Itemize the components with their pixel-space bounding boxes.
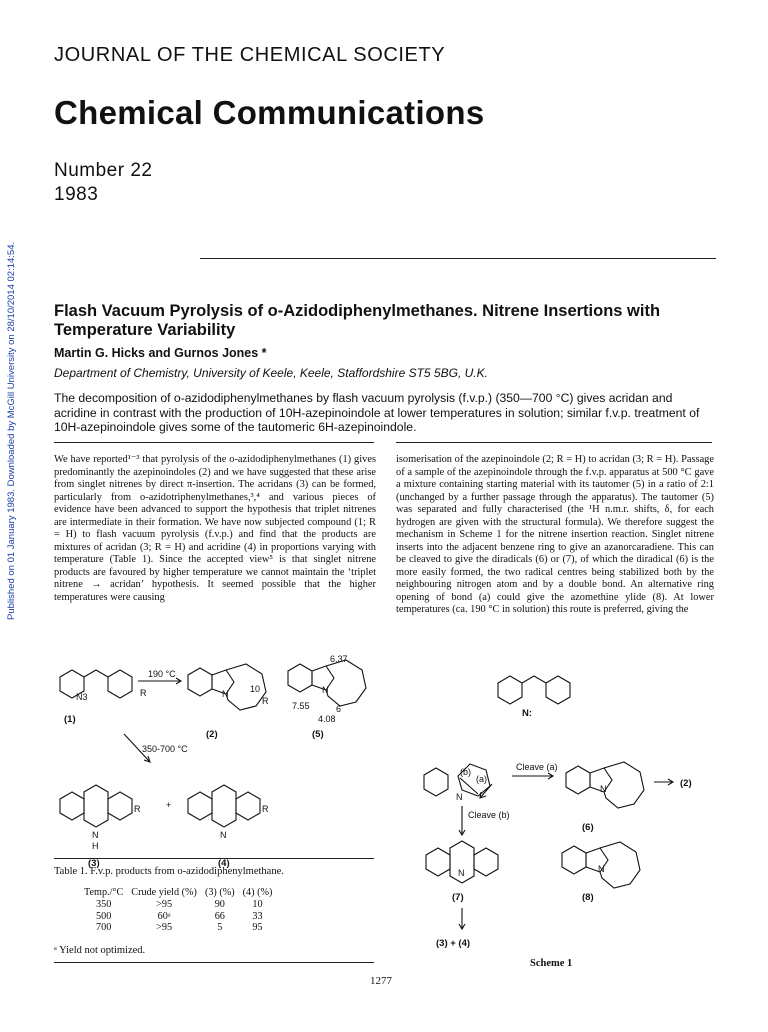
body-paragraph-right: isomerisation of the azepinoindole (2; R = H) to acridan (3; R = H). Passage of a sample of the azepinoindole through the f.v.p. apparatus at 500 °C gave a mixture containing starting material with its tautomer (5) in a ratio of 2:1 (unchanged by a further passage through the apparatus). The tautomer (5) was separated and fully characterised (the ¹H n.m.r. shifts, δ, for each hydrogen are given with the structural formula). We therefore suggest the mechanism in Scheme 1 for the nitrene insertion reaction. Singlet nitrene inserts into the adjacent benzene ring to give an azanorcaradiene. This can be cleaved to give the diradicals (6) or (7), of which the diradical (6) is the more easily formed, the two radical centres being stabilized both by the neighbouring nitrogen atom and by a double bond. An alternative ring opening of bond (a) could give the azomethine ylide (8). At lower temperatures (ca. 190 °C in solution) this route is preferred, giving the [396,454,714,615]
table-cell: 66 [214,910,225,922]
table-cell: 90 [214,899,225,910]
label-s755: 7.55 [292,701,310,711]
compound-3-ring-b [84,785,108,827]
diradical-6-azepine [604,762,644,808]
table-header-row [84,887,280,899]
issue-number: Number 22 [54,160,153,181]
table-cell: >95 [156,899,173,910]
label-s408: 4.08 [318,714,336,724]
table-cell: 33 [252,910,263,922]
label-cleave-b: Cleave (b) [468,810,510,820]
compound-4-ring-a [188,792,212,820]
label-N2: N [222,689,229,699]
table-row [84,911,280,923]
label-nitrene-N: N: [522,708,533,719]
compound-3-ring-a [60,792,84,820]
compound-1-bond [84,670,108,677]
compound-5-benzene [288,664,312,692]
download-stamp: Published on 01 January 1983. Downloaded by McGill University on 28/10/2014 02:14:54. [6,241,17,620]
label-N6: N [600,784,607,794]
compound-5-azepine [326,660,366,706]
article-authors: Martin G. Hicks and Gurnos Jones * [54,346,267,360]
article-affiliation: Department of Chemistry, University of Keele, Keele, Staffordshire ST5 5BG, U.K. [54,366,488,380]
table-cell: 500 [96,910,112,922]
right-scheme-labels [436,708,692,949]
journal-title: Chemical Communications [54,94,485,131]
label-N7: N [458,868,465,878]
label-c3: (3) [88,858,100,869]
table-cell: 350 [96,899,112,910]
norcaradiene-ring-a [424,768,448,796]
label-c7: (7) [452,892,464,903]
label-cond2: 350-700 °C [142,744,188,754]
table-cell: >95 [156,922,173,933]
compound-4-ring-b [212,785,236,827]
table-footnote: ᵃ Yield not optimized. [54,945,146,956]
table-cell: 5 [217,922,223,933]
label-a: (a) [476,774,487,784]
label-n10: 10 [250,684,261,694]
compound-1-ring-b [108,670,132,698]
ylide-8-benzene [562,846,586,874]
compound-3-ring-c [108,792,132,820]
diradical-7-ring-a [426,848,450,876]
page-number: 1277 [370,975,392,987]
label-N5: N [322,685,329,695]
label-H3: H [92,841,99,851]
label-R4: R [262,804,269,814]
label-plus: + [166,800,172,810]
table-grid [84,887,280,934]
left-scheme-labels [64,654,348,869]
left-scheme-structures [60,660,366,827]
diradical-6-benzene [566,766,590,794]
table-top-rule [54,858,374,859]
label-c4: (4) [218,858,230,869]
table-cell: 700 [96,922,112,933]
body-paragraph-left: We have reported¹⁻³ that pyrolysis of the o-azidodiphenylmethanes (1) gives predominantly the azepinoindoles (2) and we have suggested that these arise from singlet nitrenes by direct π-insertion. The acridans (3) can be formed, particularly from o-azidotriphenylmethanes,³,⁴ and various pieces of evidence have been advanced to support the hypothesis that triplet nitrenes are intermediate in their formation. We have now subjected compound (1; R = H) to flash vacuum pyrolysis (f.v.p.) and find that the products are mixtures of acridan (3; R = H) and acridine (4) in proportions varying with temperature (Table 1). Since the accepted view⁵ is that singlet nitrene products are favoured by higher temperature we cannot maintain the ‘triplet nitrene → acridan’ hypothesis. It seemed possible that the higher temperatures were causing [54,454,376,603]
nitrene-bond [522,676,546,683]
table-cell: 95 [252,922,263,933]
label-N4: N [220,830,227,840]
label-cleave-a: Cleave (a) [516,762,558,772]
label-N8: N [598,864,605,874]
compound-4-ring-c [236,792,260,820]
label-s637: 6.37 [330,654,348,664]
label-c6: (6) [582,822,594,833]
table-header: (3) (%) [204,887,235,898]
label-n6: 6 [336,704,342,714]
label-cond1: 190 °C [148,669,176,679]
article-title: Flash Vacuum Pyrolysis of o-Azidodiphenylmethanes. Nitrene Insertions with Temperature Variability [54,302,661,339]
label-R1: R [140,688,147,698]
label-R3: R [134,804,141,814]
label-R2: R [262,696,269,706]
table-header: Temp./°C [84,887,124,898]
nitrene-ring-a [498,676,522,704]
table-header: (4) (%) [242,887,273,898]
diradical-7-ring-c [474,848,498,876]
table-caption: Table 1. F.v.p. products from o-azidodiphenylmethane. [54,866,284,877]
table-row [84,922,280,934]
table-1 [54,866,374,934]
table-bottom-rule [54,962,374,963]
label-c5: (5) [312,729,324,740]
journal-name: JOURNAL OF THE CHEMICAL SOCIETY [54,44,446,66]
ylide-8-azepine [600,842,640,888]
table-cell: 60ᵃ [157,910,171,922]
table-header: Crude yield (%) [131,887,197,898]
label-N-norc: N [456,792,463,802]
label-final: (3) + (4) [436,938,471,949]
nitrene-ring-b [546,676,570,704]
label-c1: (1) [64,714,76,725]
ylide-8-pyrrole [586,848,608,872]
compound-2-benzene [188,668,212,696]
article-abstract: The decomposition of o-azidodiphenylmethanes by flash vacuum pyrolysis (f.v.p.) (350—700 °C) gives acridan and acridine in contrast with the production of 10H-azepinoindole at lower temperatures in solution; similar f.v.p. treatment of 10H-azepinoindole gives some of the tautomeric 6H-azepinoindole. [54,391,700,435]
table-cell: 10 [252,899,263,910]
label-c2-right: (2) [680,778,692,789]
label-b: (b) [460,767,471,777]
table-row [84,899,280,911]
label-c8: (8) [582,892,594,903]
label-c2: (2) [206,729,218,740]
scheme-label: Scheme 1 [530,958,573,969]
label-N3: N3 [76,692,88,702]
label-N3c: N [92,830,99,840]
issue-year: 1983 [54,184,99,205]
